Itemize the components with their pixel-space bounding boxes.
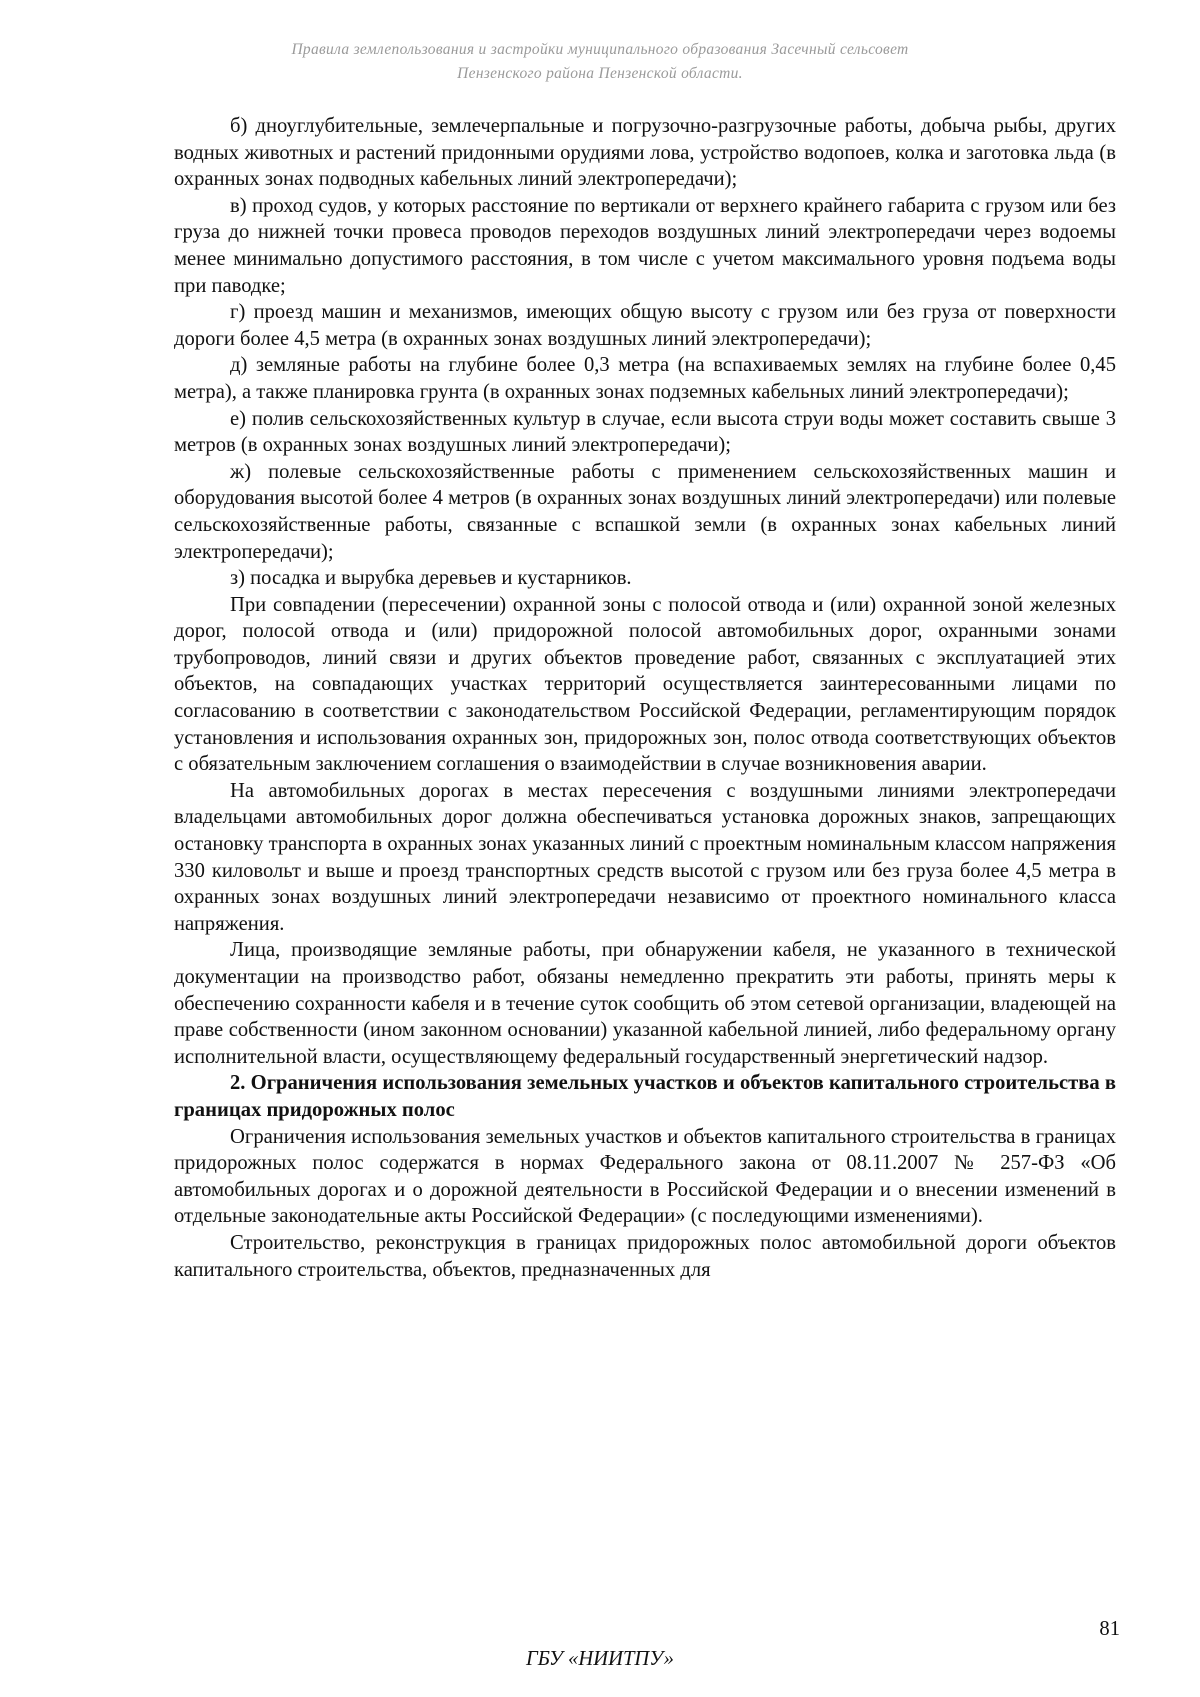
paragraph-zone-intersection: При совпадении (пересечении) охранной зоны с полосой отвода и (или) охранной зоной железных дорог, полосой отвода и (или) придорожной полосой автомобильных дорог, охранными зонами трубопроводов, линий связи и других объектов проведение работ, связанных с эксплуатацией этих объектов, на совпадающих участках территорий осуществляется заинтересованными лицами по согласованию в соответствии с законодательством Российской Федерации, регламентирующим порядок установления и использования охранных зон, придорожных зон, полос отвода соответствующих объектов с обязательным заключением соглашения о взаимодействии в случае возникновения аварии. — [174, 593, 1116, 776]
page-number: 81 — [1099, 1618, 1120, 1640]
running-header-line-2: Пензенского района Пензенской области. — [457, 65, 743, 82]
paragraph-item-v: в) проход судов, у которых расстояние по вертикали от верхнего крайнего габарита с грузом или без груза до нижней точки провеса проводов переходов воздушных линий электропередачи через водоемы менее минимально допустимого расстояния, в том числе с учетом максимального уровня подъема воды при паводке; — [174, 194, 1116, 297]
paragraph-roadside-restrictions: Ограничения использования земельных участков и объектов капитального строительства в границах придорожных полос содержатся в нормах Федерального закона от 08.11.2007 № 257-ФЗ «Об автомобильных дорогах и о дорожной деятельности в Российской Федерации и о внесении изменений в отдельные законодательные акты Российской Федерации» (с последующими изменениями). — [174, 1125, 1116, 1228]
paragraph-item-g: г) проезд машин и механизмов, имеющих общую высоту с грузом или без груза от поверхности дороги более 4,5 метра (в охранных зонах воздушных линий электропередачи); — [174, 301, 1116, 350]
paragraph-cable-discovery: Лица, производящие земляные работы, при обнаружении кабеля, не указанного в технической документации на производство работ, обязаны немедленно прекратить эти работы, принять меры к обеспечению сохранности кабеля и в течение суток сообщить об этом сетевой организации, владеющей на праве собственности (ином законном основании) указанной кабельной линией, либо федеральному органу исполнительной власти, осуществляющему федеральный государственный энергетический надзор. — [174, 939, 1116, 1068]
paragraph-item-zh: ж) полевые сельскохозяйственные работы с применением сельскохозяйственных машин и оборудования высотой более 4 метров (в охранных зонах воздушных линий электропередачи) или полевые сельскохозяйственные работы, связанные с вспашкой земли (в охранных зонах кабельных линий электропередачи); — [174, 460, 1116, 563]
paragraph-item-z: з) посадка и вырубка деревьев и кустарников. — [230, 567, 632, 590]
section-heading: 2. Ограничения использования земельных участков и объектов капитального строительства в границах придорожных полос — [174, 1072, 1116, 1121]
paragraph-construction: Строительство, реконструкция в границах придорожных полос автомобильной дороги объектов капитального строительства, объектов, предназначенных для — [174, 1231, 1116, 1281]
document-body — [174, 113, 1116, 1283]
paragraph-item-b: б) дноуглубительные, землечерпальные и погрузочно-разгрузочные работы, добыча рыбы, других водных животных и растений придонными орудиями лова, устройство водопоев, колка и заготовка льда (в охранных зонах подводных кабельных линий электропередачи); — [174, 115, 1116, 191]
paragraph-item-d: д) земляные работы на глубине более 0,3 метра (на вспахиваемых землях на глубине более 0,45 метра), а также планировка грунта (в охранных зонах подземных кабельных линий электропередачи); — [174, 354, 1116, 403]
running-header-line-1: Правила землепользования и застройки муниципального образования Засечный сельсовет — [291, 41, 909, 58]
running-header — [150, 38, 1050, 86]
paragraph-road-signs: На автомобильных дорогах в местах пересечения с воздушными линиями электропередачи владельцами автомобильных дорог должна обеспечиваться установка дорожных знаков, запрещающих остановку транспорта в охранных зонах указанных линий с проектным номинальным классом напряжения 330 киловольт и выше и проезд транспортных средств высотой с грузом или без груза более 4,5 метра в охранных зонах воздушных линий электропередачи независимо от проектного номинального класса напряжения. — [174, 779, 1116, 935]
footer-organization: ГБУ «НИИТПУ» — [526, 1648, 674, 1670]
paragraph-item-e: е) полив сельскохозяйственных культур в случае, если высота струи воды может составить свыше 3 метров (в охранных зонах воздушных линий электропередачи); — [174, 407, 1116, 457]
